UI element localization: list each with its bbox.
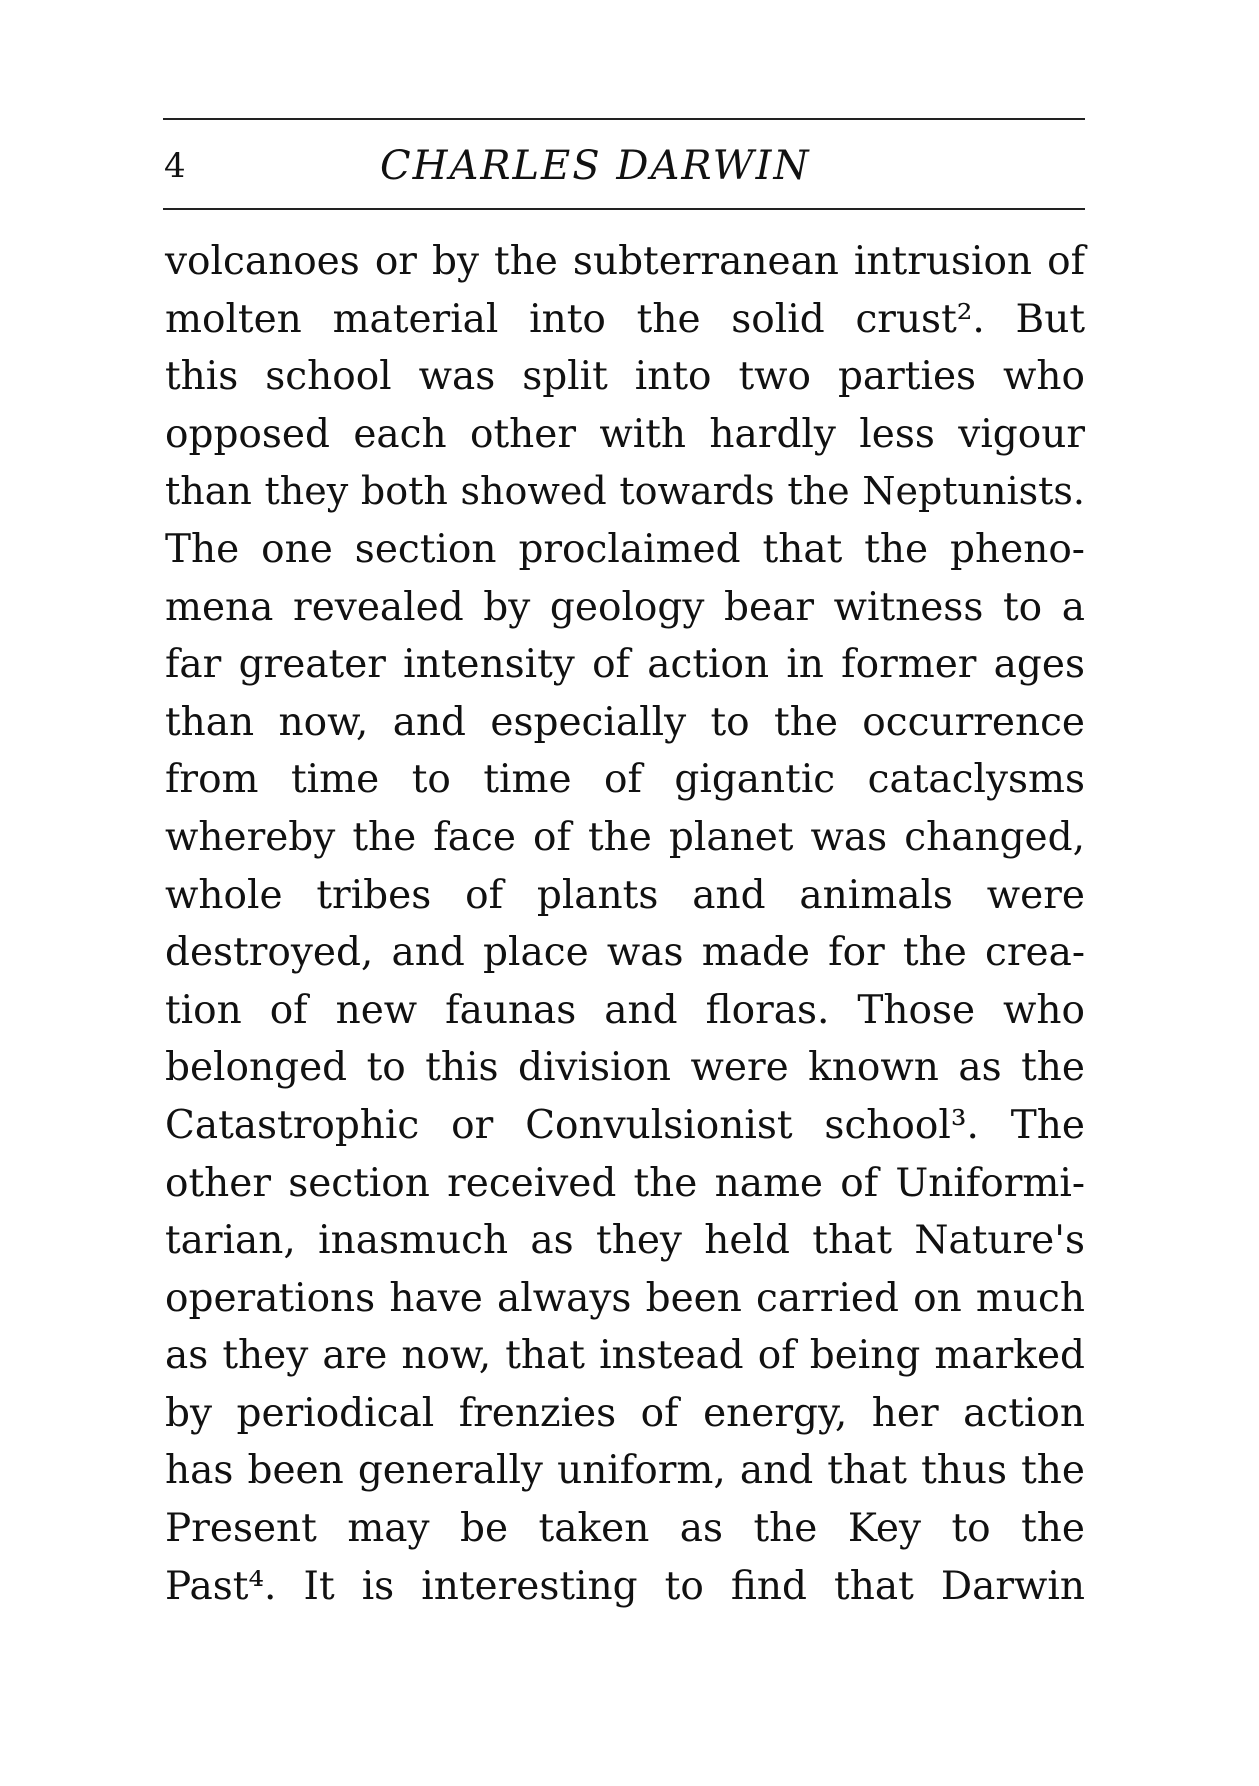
text-line: molten material into the solid crust². But	[165, 296, 1085, 342]
body-paragraph	[165, 233, 1085, 1615]
text-line: mena revealed by geology bear witness to a	[165, 584, 1085, 630]
text-line: Catastrophic or Convulsionist school³. The	[165, 1102, 1085, 1148]
text-line: Past⁴. It is interesting to find that Darwin	[165, 1563, 1085, 1609]
text-line: has been generally uniform, and that thus the	[165, 1448, 1085, 1494]
text-line: whole tribes of plants and animals were	[165, 872, 1085, 918]
text-line: volcanoes or by the subterranean intrusion of	[165, 239, 1085, 284]
header-rule-bottom	[163, 208, 1085, 210]
text-line: operations have always been carried on much	[165, 1275, 1085, 1321]
text-line: whereby the face of the planet was changed,	[165, 814, 1085, 860]
text-line: Present may be taken as the Key to the	[165, 1506, 1085, 1552]
text-line: The one section proclaimed that the pheno-	[165, 526, 1085, 572]
text-line: as they are now, that instead of being marked	[165, 1333, 1085, 1379]
text-line: by periodical frenzies of energy, her action	[165, 1390, 1085, 1436]
text-line: this school was split into two parties who	[165, 354, 1085, 400]
text-line: than they both showed towards the Neptunists.	[165, 469, 1085, 514]
text-line: than now, and especially to the occurrence	[165, 699, 1085, 745]
header-rule-top	[163, 118, 1085, 120]
text-line: from time to time of gigantic cataclysms	[165, 757, 1085, 803]
text-line: far greater intensity of action in former ages	[165, 642, 1085, 688]
text-line: tion of new faunas and floras. Those who	[165, 987, 1085, 1033]
running-head: CHARLES DARWIN	[380, 143, 811, 189]
text-line: other section received the name of Uniformi-	[165, 1160, 1085, 1206]
text-line: belonged to this division were known as the	[165, 1045, 1085, 1091]
text-line: tarian, inasmuch as they held that Nature's	[165, 1218, 1085, 1264]
text-line: opposed each other with hardly less vigour	[165, 411, 1085, 457]
page-number: 4	[164, 146, 186, 186]
text-line: destroyed, and place was made for the crea-	[165, 930, 1085, 976]
